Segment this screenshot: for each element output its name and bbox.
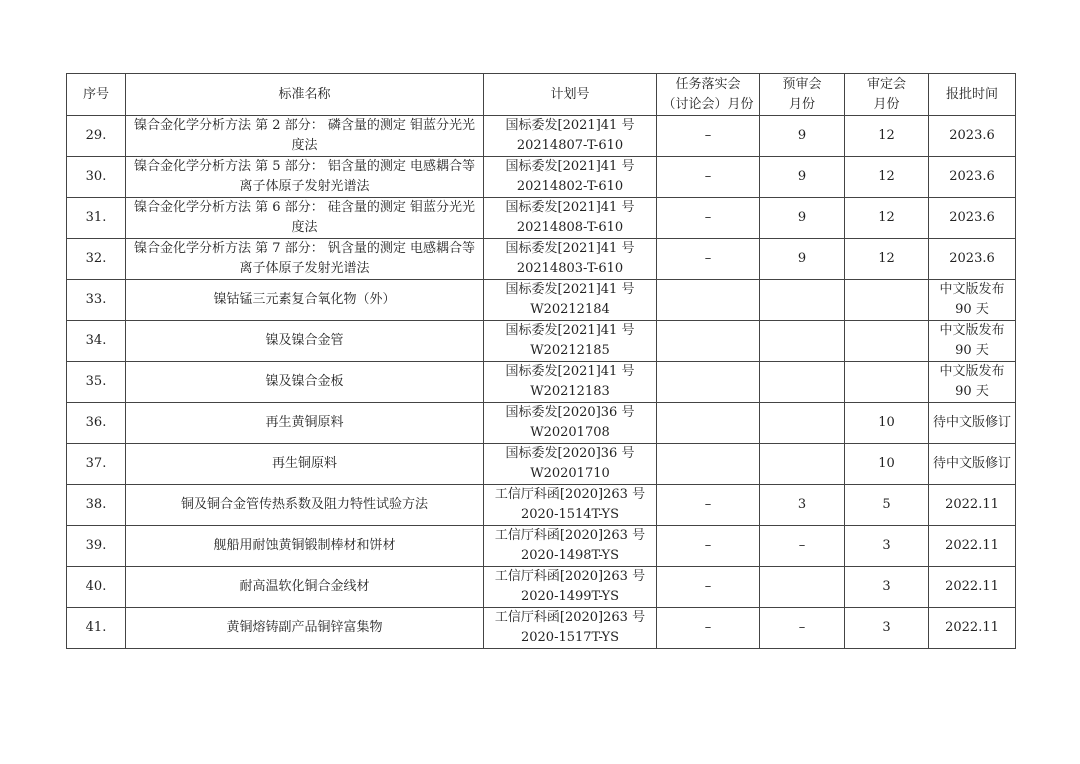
plan-document-no: 国标委发[2020]36 号	[505, 446, 635, 461]
table-row	[67, 608, 1016, 649]
cell-plan	[484, 444, 657, 485]
table-row	[67, 198, 1016, 239]
cell-report-time: 2023.6	[929, 157, 1016, 198]
header-final-line2: 月份	[873, 96, 900, 112]
header-seq: 序号	[67, 74, 126, 116]
plan-document-no: 工信厅科函[2020]263 号	[494, 610, 646, 625]
cell-pre-month: 9	[760, 239, 845, 280]
plan-project-no: 20214808-T-610	[516, 220, 624, 235]
cell-name: 镍钴锰三元素复合氧化物（外）	[126, 280, 484, 321]
cell-plan	[484, 608, 657, 649]
cell-task-month: –	[657, 239, 760, 280]
cell-pre-month: –	[760, 526, 845, 567]
cell-task-month	[657, 280, 760, 321]
cell-plan	[484, 403, 657, 444]
cell-name: 耐高温软化铜合金线材	[126, 567, 484, 608]
cell-seq: 31.	[67, 198, 126, 239]
table-row	[67, 444, 1016, 485]
cell-name: 再生铜原料	[126, 444, 484, 485]
table-row	[67, 567, 1016, 608]
cell-seq: 38.	[67, 485, 126, 526]
cell-seq: 40.	[67, 567, 126, 608]
cell-final-month	[845, 321, 929, 362]
header-row	[67, 74, 1016, 116]
header-name: 标准名称	[126, 74, 484, 116]
plan-project-no: W20201708	[530, 425, 610, 440]
table-row	[67, 116, 1016, 157]
cell-plan	[484, 280, 657, 321]
cell-name: 镍及镍合金管	[126, 321, 484, 362]
cell-task-month: –	[657, 157, 760, 198]
cell-seq: 32.	[67, 239, 126, 280]
plan-project-no: 2020-1499T-YS	[520, 589, 619, 604]
cell-final-month: 12	[845, 116, 929, 157]
cell-plan	[484, 116, 657, 157]
plan-document-no: 国标委发[2021]41 号	[505, 241, 635, 256]
cell-report-time: 中文版发布 90 天	[929, 362, 1016, 403]
table-row	[67, 321, 1016, 362]
table-row	[67, 280, 1016, 321]
table-row	[67, 485, 1016, 526]
cell-report-time: 中文版发布 90 天	[929, 280, 1016, 321]
header-task-line2: （讨论会）月份	[662, 96, 754, 112]
cell-final-month: 10	[845, 444, 929, 485]
plan-document-no: 国标委发[2021]41 号	[505, 282, 635, 297]
cell-name: 镍合金化学分析方法 第 2 部分： 磷含量的测定 钼蓝分光光度法	[126, 116, 484, 157]
plan-document-no: 工信厅科函[2020]263 号	[494, 569, 646, 584]
plan-project-no: 2020-1517T-YS	[520, 630, 619, 645]
plan-project-no: 20214807-T-610	[516, 138, 624, 153]
cell-task-month: –	[657, 526, 760, 567]
cell-report-time: 待中文版修订	[929, 444, 1016, 485]
cell-seq: 41.	[67, 608, 126, 649]
cell-seq: 29.	[67, 116, 126, 157]
cell-report-time: 2023.6	[929, 116, 1016, 157]
cell-name: 镍合金化学分析方法 第 6 部分： 硅含量的测定 钼蓝分光光度法	[126, 198, 484, 239]
cell-pre-month: 3	[760, 485, 845, 526]
header-task-line1: 任务落实会	[675, 76, 741, 92]
cell-name: 镍及镍合金板	[126, 362, 484, 403]
table-row	[67, 239, 1016, 280]
cell-report-time: 2023.6	[929, 198, 1016, 239]
cell-plan	[484, 567, 657, 608]
cell-seq: 33.	[67, 280, 126, 321]
cell-seq: 34.	[67, 321, 126, 362]
plan-document-no: 国标委发[2021]41 号	[505, 323, 635, 338]
header-final-line1: 审定会	[866, 76, 906, 92]
header-plan: 计划号	[484, 74, 657, 116]
table-body	[67, 116, 1016, 649]
cell-task-month: –	[657, 116, 760, 157]
plan-project-no: 2020-1498T-YS	[520, 548, 619, 563]
cell-plan	[484, 485, 657, 526]
plan-project-no: W20212185	[530, 343, 610, 358]
plan-document-no: 工信厅科函[2020]263 号	[494, 487, 646, 502]
cell-name: 黄铜熔铸副产品铜锌富集物	[126, 608, 484, 649]
plan-document-no: 国标委发[2021]41 号	[505, 364, 635, 379]
standards-table	[66, 73, 1016, 649]
plan-document-no: 工信厅科函[2020]263 号	[494, 528, 646, 543]
cell-final-month: 12	[845, 198, 929, 239]
plan-project-no: W20201710	[530, 466, 610, 481]
cell-name: 镍合金化学分析方法 第 5 部分： 铝含量的测定 电感耦合等离子体原子发射光谱法	[126, 157, 484, 198]
cell-report-time: 2022.11	[929, 526, 1016, 567]
cell-task-month: –	[657, 485, 760, 526]
header-task-meeting	[657, 74, 760, 116]
cell-pre-month	[760, 362, 845, 403]
table-row	[67, 403, 1016, 444]
cell-plan	[484, 362, 657, 403]
cell-report-time: 2022.11	[929, 567, 1016, 608]
table-row	[67, 157, 1016, 198]
cell-task-month: –	[657, 608, 760, 649]
cell-final-month: 3	[845, 567, 929, 608]
header-pre-review	[760, 74, 845, 116]
cell-pre-month	[760, 403, 845, 444]
cell-task-month: –	[657, 567, 760, 608]
cell-seq: 35.	[67, 362, 126, 403]
table-row	[67, 362, 1016, 403]
cell-pre-month	[760, 567, 845, 608]
cell-name: 铜及铜合金管传热系数及阻力特性试验方法	[126, 485, 484, 526]
cell-plan	[484, 157, 657, 198]
cell-task-month	[657, 362, 760, 403]
plan-document-no: 国标委发[2020]36 号	[505, 405, 635, 420]
header-report-time: 报批时间	[929, 74, 1016, 116]
cell-pre-month: 9	[760, 116, 845, 157]
plan-project-no: 2020-1514T-YS	[520, 507, 619, 522]
plan-document-no: 国标委发[2021]41 号	[505, 118, 635, 133]
plan-document-no: 国标委发[2021]41 号	[505, 200, 635, 215]
header-pre-line2: 月份	[788, 96, 815, 112]
cell-pre-month	[760, 444, 845, 485]
cell-task-month	[657, 403, 760, 444]
cell-final-month: 3	[845, 526, 929, 567]
cell-seq: 37.	[67, 444, 126, 485]
cell-report-time: 中文版发布 90 天	[929, 321, 1016, 362]
cell-pre-month: 9	[760, 157, 845, 198]
cell-pre-month: –	[760, 608, 845, 649]
cell-name: 镍合金化学分析方法 第 7 部分： 钒含量的测定 电感耦合等离子体原子发射光谱法	[126, 239, 484, 280]
cell-seq: 39.	[67, 526, 126, 567]
header-pre-line1: 预审会	[782, 76, 822, 92]
cell-final-month: 12	[845, 239, 929, 280]
plan-document-no: 国标委发[2021]41 号	[505, 159, 635, 174]
cell-task-month	[657, 444, 760, 485]
cell-plan	[484, 239, 657, 280]
plan-project-no: W20212183	[530, 384, 610, 399]
header-final-review	[845, 74, 929, 116]
cell-final-month	[845, 362, 929, 403]
cell-task-month: –	[657, 198, 760, 239]
cell-final-month	[845, 280, 929, 321]
plan-project-no: 20214802-T-610	[516, 179, 624, 194]
cell-final-month: 12	[845, 157, 929, 198]
cell-task-month	[657, 321, 760, 362]
cell-pre-month	[760, 321, 845, 362]
cell-report-time: 待中文版修订	[929, 403, 1016, 444]
table-row	[67, 526, 1016, 567]
cell-plan	[484, 198, 657, 239]
plan-project-no: 20214803-T-610	[516, 261, 624, 276]
plan-project-no: W20212184	[530, 302, 610, 317]
cell-report-time: 2022.11	[929, 608, 1016, 649]
cell-report-time: 2023.6	[929, 239, 1016, 280]
cell-name: 舰船用耐蚀黄铜锻制棒材和饼材	[126, 526, 484, 567]
cell-plan	[484, 526, 657, 567]
cell-pre-month	[760, 280, 845, 321]
cell-final-month: 3	[845, 608, 929, 649]
cell-plan	[484, 321, 657, 362]
cell-seq: 30.	[67, 157, 126, 198]
cell-final-month: 5	[845, 485, 929, 526]
cell-seq: 36.	[67, 403, 126, 444]
cell-name: 再生黄铜原料	[126, 403, 484, 444]
cell-pre-month: 9	[760, 198, 845, 239]
cell-final-month: 10	[845, 403, 929, 444]
cell-report-time: 2022.11	[929, 485, 1016, 526]
